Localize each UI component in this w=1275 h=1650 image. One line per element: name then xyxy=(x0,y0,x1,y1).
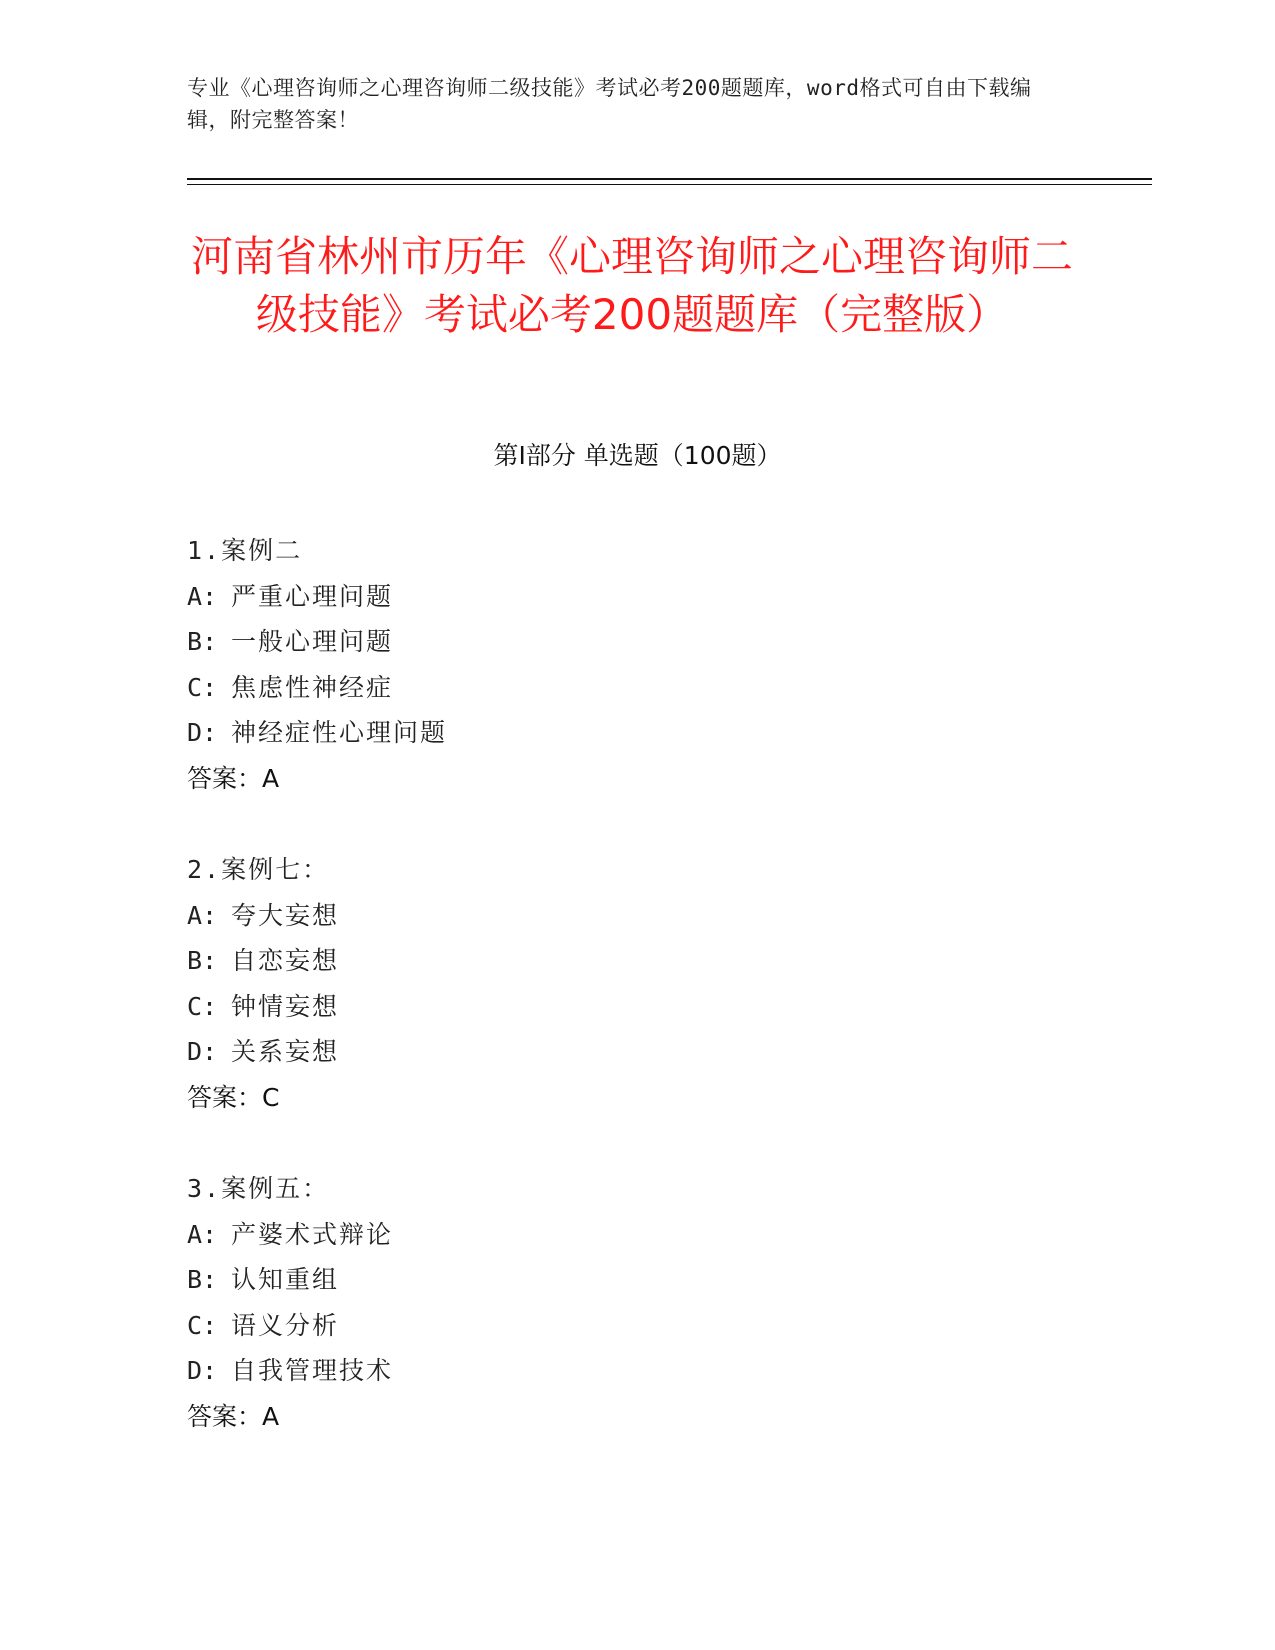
option-text: 焦虑性神经症 xyxy=(231,672,394,702)
answer-line: 答案：C xyxy=(187,1082,280,1112)
question-3 xyxy=(187,1166,1087,1439)
option-c xyxy=(187,665,1087,711)
question-2 xyxy=(187,847,1087,1120)
option-a xyxy=(187,893,1087,939)
option-text: 自我管理技术 xyxy=(231,1356,394,1385)
answer-line: 答案：A xyxy=(187,763,280,793)
option-d xyxy=(187,1348,1087,1394)
option-letter: D: xyxy=(187,1356,218,1385)
option-text: 夸大妄想 xyxy=(231,900,340,930)
option-letter: B: xyxy=(187,946,218,975)
document-title: 河南省林州市历年《心理咨询师之心理咨询师二级技能》考试必考200题题库（完整版） xyxy=(190,232,1073,339)
question-1 xyxy=(187,528,1087,801)
option-c xyxy=(187,1303,1087,1349)
option-d xyxy=(187,1029,1087,1075)
option-text: 神经症性心理问题 xyxy=(231,718,448,747)
option-b xyxy=(187,619,1087,665)
option-text: 语义分析 xyxy=(231,1310,340,1340)
option-letter: D: xyxy=(187,1037,218,1066)
answer-line: 答案：A xyxy=(187,1401,280,1431)
option-b xyxy=(187,1257,1087,1303)
option-letter: A: xyxy=(187,581,218,611)
section-heading: 第I部分 单选题（100题） xyxy=(493,441,782,470)
option-letter: C: xyxy=(187,1310,218,1340)
option-text: 钟情妄想 xyxy=(231,991,340,1021)
option-letter: B: xyxy=(187,627,218,656)
option-letter: B: xyxy=(187,1265,218,1294)
option-letter: C: xyxy=(187,991,218,1021)
option-b xyxy=(187,938,1087,984)
option-text: 一般心理问题 xyxy=(231,627,394,656)
question-stem: 3.案例五： xyxy=(187,1174,330,1203)
question-stem: 1.案例二 xyxy=(187,536,303,565)
option-a xyxy=(187,574,1087,620)
option-letter: A: xyxy=(187,1219,218,1249)
option-c xyxy=(187,984,1087,1030)
header-divider-thick xyxy=(187,178,1152,180)
option-letter: A: xyxy=(187,900,218,930)
option-letter: C: xyxy=(187,672,218,702)
option-text: 自恋妄想 xyxy=(231,946,340,975)
question-list xyxy=(187,528,1087,1485)
header-note: 专业《心理咨询师之心理咨询师二级技能》考试必考200题题库，word格式可自由下载编辑，附完整答案！ xyxy=(187,76,1032,132)
option-text: 严重心理问题 xyxy=(231,581,394,611)
option-text: 关系妄想 xyxy=(231,1037,340,1066)
question-stem: 2.案例七： xyxy=(187,855,330,884)
option-text: 产婆术式辩论 xyxy=(231,1219,394,1249)
option-a xyxy=(187,1212,1087,1258)
option-text: 认知重组 xyxy=(231,1265,340,1294)
header-divider-thin xyxy=(187,184,1152,185)
option-d xyxy=(187,710,1087,756)
option-letter: D: xyxy=(187,718,218,747)
